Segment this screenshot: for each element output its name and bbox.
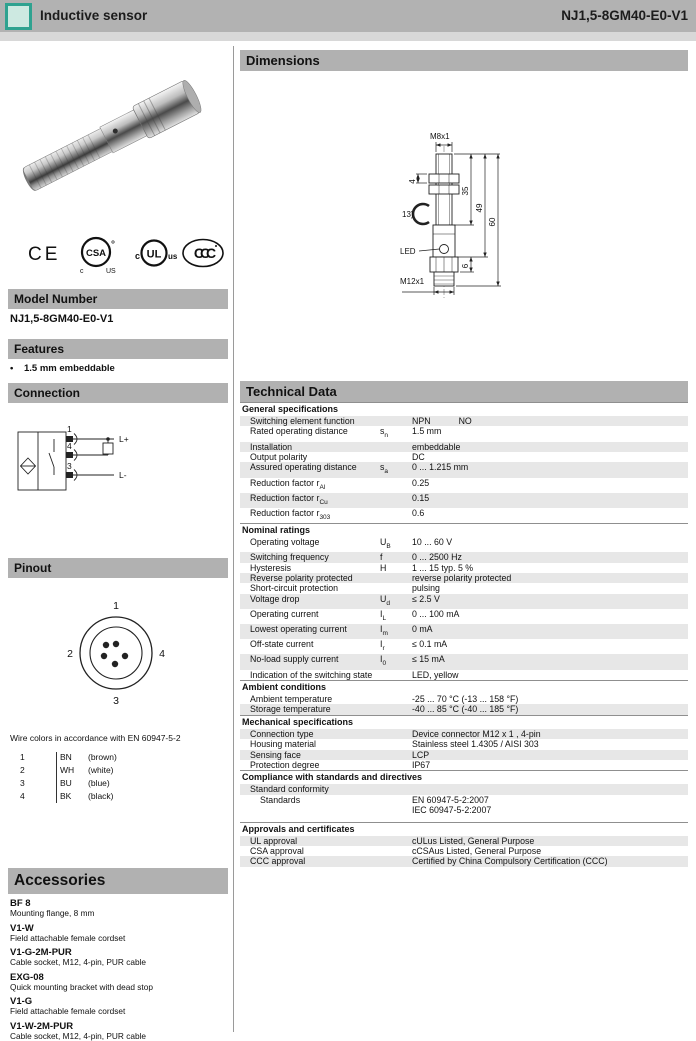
wire-colors-table xyxy=(14,751,214,803)
ccc-mark-icon xyxy=(183,240,223,267)
accessory-desc: Mounting flange, 8 mm xyxy=(10,909,222,919)
spec-symbol xyxy=(380,452,412,462)
spec-section-title: Ambient conditions xyxy=(240,680,688,694)
section-heading-pinout: Pinout xyxy=(8,558,228,578)
spec-value: ≤ 15 mA xyxy=(412,654,688,669)
spec-value: LCP xyxy=(412,750,688,760)
dim-wrench-size-label: 13) xyxy=(402,210,414,219)
spec-label: Reduction factor $r_{Cu}$ xyxy=(240,493,380,508)
section-heading-accessories: Accessories xyxy=(8,868,228,894)
spec-label: Standard conformity xyxy=(240,784,380,794)
wire-code: BK xyxy=(42,790,88,803)
dim-6-label: 6 xyxy=(461,263,470,268)
spec-label: Housing material xyxy=(240,739,380,749)
wire-code: BU xyxy=(42,777,88,790)
spec-section-title: Compliance with standards and directives xyxy=(240,770,688,784)
spec-value: -25 ... 70 °C (-13 ... 158 °F) xyxy=(412,694,688,704)
spec-row xyxy=(240,508,688,523)
accessory-desc: Cable socket, M12, 4-pin, PUR cable xyxy=(10,958,222,968)
spec-label: CCC approval xyxy=(240,856,380,866)
model-number-value: NJ1,5-8GM40-E0-V1 xyxy=(10,313,113,325)
bullet-icon: • xyxy=(10,363,24,374)
spec-row xyxy=(240,594,688,609)
spec-label: Operating voltage xyxy=(240,537,380,552)
spec-symbol: $U_B$ xyxy=(380,537,412,552)
spec-label: Storage temperature xyxy=(240,704,380,714)
feature-item xyxy=(10,363,115,374)
spec-symbol xyxy=(380,739,412,749)
spec-row xyxy=(240,583,688,593)
spec-row xyxy=(240,552,688,562)
spec-label: UL approval xyxy=(240,836,380,846)
wire-code: BN xyxy=(42,751,88,764)
page-title: Inductive sensor xyxy=(40,0,147,32)
spec-value: 0 ... 1.215 mm xyxy=(412,462,688,477)
spec-label: Lowest operating current xyxy=(240,624,380,639)
spec-label: Assured operating distance xyxy=(240,462,380,477)
spec-symbol: $s_a$ xyxy=(380,462,412,477)
page-header-bar xyxy=(0,0,696,32)
spec-symbol: $I_L$ xyxy=(380,609,412,624)
spec-label: Rated operating distance xyxy=(240,426,380,441)
accessory-model: V1-W xyxy=(10,923,222,934)
pinout-pin-4-label: 4 xyxy=(159,648,165,660)
column-divider xyxy=(233,46,234,1032)
spec-symbol: H xyxy=(380,563,412,573)
spec-row xyxy=(240,729,688,739)
brand-logo xyxy=(5,3,32,30)
accessory-desc: Quick mounting bracket with dead stop xyxy=(10,983,222,993)
spec-symbol: $s_n$ xyxy=(380,426,412,441)
accessory-desc: Field attachable female cordset xyxy=(10,1007,222,1017)
technical-data-table xyxy=(240,402,688,867)
wire-row xyxy=(14,764,214,777)
accessory-model: V1-G xyxy=(10,996,222,1007)
svg-text:c: c xyxy=(135,251,140,261)
product-photo xyxy=(12,58,222,223)
spec-row xyxy=(240,426,688,441)
spec-label: No-load supply current xyxy=(240,654,380,669)
wire-row xyxy=(14,777,214,790)
wire-colors-note: Wire colors in accordance with EN 60947-5-2 xyxy=(10,733,181,743)
spec-value: IP67 xyxy=(412,760,688,770)
led-label: LED xyxy=(400,247,416,256)
wire-pin: 1 xyxy=(14,751,42,764)
spec-value: embeddable xyxy=(412,442,688,452)
feature-text: 1.5 mm embeddable xyxy=(24,363,115,374)
spec-value xyxy=(412,784,688,794)
dim-thread-top-label: M8x1 xyxy=(430,132,450,141)
accessories-list xyxy=(10,894,222,1041)
wire-row xyxy=(14,790,214,803)
spec-value: 0 ... 100 mA xyxy=(412,609,688,624)
spec-value: ≤ 0.1 mA xyxy=(412,639,688,654)
spec-symbol: $U_d$ xyxy=(380,594,412,609)
wire-color: (blue) xyxy=(88,777,214,790)
wire-row xyxy=(14,751,214,764)
spec-row xyxy=(240,750,688,760)
spec-symbol xyxy=(380,573,412,583)
spec-label: Protection degree xyxy=(240,760,380,770)
svg-text:UL: UL xyxy=(147,249,162,261)
spec-row xyxy=(240,654,688,669)
spec-symbol xyxy=(380,508,412,523)
spec-value: cULus Listed, General Purpose xyxy=(412,836,688,846)
spec-label: Sensing face xyxy=(240,750,380,760)
dim-49-label: 49 xyxy=(475,203,484,212)
spec-row xyxy=(240,846,688,856)
spec-value: 1 ... 15 typ. 5 % xyxy=(412,563,688,573)
dim-35-label: 35 xyxy=(461,186,470,195)
wire-table-divider xyxy=(56,752,57,803)
spec-label: Installation xyxy=(240,442,380,452)
accessory-model: V1-G-2M-PUR xyxy=(10,947,222,958)
wire-color: (brown) xyxy=(88,751,214,764)
spec-section-title: Approvals and certificates xyxy=(240,822,688,836)
pinout-pin-1-label: 1 xyxy=(113,600,119,612)
dim-nut-height-label: 4 xyxy=(408,179,417,184)
spec-value: 1.5 mm xyxy=(412,426,688,441)
spec-value: Device connector M12 x 1 , 4-pin xyxy=(412,729,688,739)
connection-pin-3-label: 3 xyxy=(67,461,72,471)
spec-label: Connection type xyxy=(240,729,380,739)
supply-plus-label: L+ xyxy=(119,434,129,444)
spec-value: -40 ... 85 °C (-40 ... 185 °F) xyxy=(412,704,688,714)
spec-symbol xyxy=(380,704,412,714)
spec-label: Switching element function xyxy=(240,416,380,426)
spec-row xyxy=(240,452,688,462)
spec-label: Short-circuit protection xyxy=(240,583,380,593)
spec-label: Indication of the switching state xyxy=(240,670,380,680)
spec-row xyxy=(240,670,688,680)
spec-symbol xyxy=(380,856,412,866)
spec-symbol xyxy=(380,493,412,508)
accessory-desc: Cable socket, M12, 4-pin, PUR cable xyxy=(10,1032,222,1041)
spec-row xyxy=(240,609,688,624)
spec-symbol xyxy=(380,478,412,493)
spec-label: Reverse polarity protected xyxy=(240,573,380,583)
dim-thread-bottom-label: M12x1 xyxy=(400,277,425,286)
spec-value: 0.15 xyxy=(412,493,688,508)
spec-row xyxy=(240,537,688,552)
connection-pin-4-label: 4 xyxy=(67,441,72,451)
spec-row xyxy=(240,739,688,749)
spec-symbol: $I_m$ xyxy=(380,624,412,639)
spec-row xyxy=(240,478,688,493)
spec-section-title: Mechanical specifications xyxy=(240,715,688,729)
pinout-contacts xyxy=(101,641,128,667)
spec-label: Output polarity xyxy=(240,452,380,462)
spec-row xyxy=(240,493,688,508)
spec-value: DC xyxy=(412,452,688,462)
spec-value: 0.25 xyxy=(412,478,688,493)
spec-label: Off-state current xyxy=(240,639,380,654)
spec-value: 10 ... 60 V xyxy=(412,537,688,552)
spec-row xyxy=(240,442,688,452)
wire-color: (black) xyxy=(88,790,214,803)
spec-value: NPN NO xyxy=(412,416,688,426)
spec-row xyxy=(240,795,688,816)
spec-symbol: f xyxy=(380,552,412,562)
spec-symbol xyxy=(380,846,412,856)
spec-label: Switching frequency xyxy=(240,552,380,562)
spec-value: 0 ... 2500 Hz xyxy=(412,552,688,562)
spec-label: Hysteresis xyxy=(240,563,380,573)
spec-label: CSA approval xyxy=(240,846,380,856)
spec-section-title: Nominal ratings xyxy=(240,523,688,537)
spec-row xyxy=(240,573,688,583)
spec-symbol xyxy=(380,442,412,452)
accessory-model: EXG-08 xyxy=(10,972,222,983)
supply-minus-label: L- xyxy=(119,470,127,480)
spec-symbol xyxy=(380,795,412,816)
spec-row xyxy=(240,416,688,426)
spec-row xyxy=(240,639,688,654)
section-heading-technical-data: Technical Data xyxy=(240,381,688,402)
spec-row xyxy=(240,856,688,866)
dimensional-drawing xyxy=(372,122,602,312)
spec-value: reverse polarity protected xyxy=(412,573,688,583)
section-heading-model-number: Model Number xyxy=(8,289,228,309)
svg-text:c: c xyxy=(80,268,84,275)
spec-value: Certified by China Compulsory Certification (CCC) xyxy=(412,856,688,866)
spec-value: ≤ 2.5 V xyxy=(412,594,688,609)
spec-value: EN 60947-5-2:2007 IEC 60947-5-2:2007 xyxy=(412,795,688,816)
svg-text:CSA: CSA xyxy=(86,248,106,259)
spec-value: 0 mA xyxy=(412,624,688,639)
header-shadow-strip xyxy=(0,32,696,41)
wire-pin: 3 xyxy=(14,777,42,790)
pinout-pin-2-label: 2 xyxy=(67,648,73,660)
spec-value: pulsing xyxy=(412,583,688,593)
wire-pin: 2 xyxy=(14,764,42,777)
spec-symbol xyxy=(380,760,412,770)
pinout-diagram xyxy=(8,592,228,714)
dim-60-label: 60 xyxy=(488,217,497,226)
spec-label: Reduction factor $r_{303}$ xyxy=(240,508,380,523)
spec-row xyxy=(240,836,688,846)
ce-mark-icon: CE xyxy=(28,244,60,265)
spec-symbol: $I_r$ xyxy=(380,639,412,654)
wire-color: (white) xyxy=(88,764,214,777)
spec-symbol xyxy=(380,784,412,794)
section-heading-features: Features xyxy=(8,339,228,359)
accessory-model: V1-W-2M-PUR xyxy=(10,1021,222,1032)
spec-symbol xyxy=(380,416,412,426)
spec-symbol xyxy=(380,670,412,680)
spec-value: 0.6 xyxy=(412,508,688,523)
spec-label: Reduction factor $r_{Al}$ xyxy=(240,478,380,493)
spec-symbol xyxy=(380,750,412,760)
connection-pin-1-label: 1 xyxy=(67,424,72,434)
spec-symbol xyxy=(380,836,412,846)
ul-mark-icon xyxy=(135,241,178,266)
svg-text:CCC: CCC xyxy=(194,245,216,261)
spec-value: LED, yellow xyxy=(412,670,688,680)
svg-text:US: US xyxy=(106,268,116,275)
accessory-desc: Field attachable female cordset xyxy=(10,934,222,944)
spec-row xyxy=(240,704,688,714)
spec-label: Ambient temperature xyxy=(240,694,380,704)
spec-row xyxy=(240,784,688,794)
spec-row xyxy=(240,563,688,573)
connection-diagram xyxy=(8,412,228,524)
spec-value: Stainless steel 1.4305 / AISI 303 xyxy=(412,739,688,749)
section-heading-connection: Connection xyxy=(8,383,228,403)
spec-symbol xyxy=(380,729,412,739)
spec-label: Operating current xyxy=(240,609,380,624)
spec-symbol: $I_0$ xyxy=(380,654,412,669)
spec-symbol xyxy=(380,583,412,593)
spec-row xyxy=(240,462,688,477)
svg-text:us: us xyxy=(168,252,178,261)
spec-row xyxy=(240,694,688,704)
wire-pin: 4 xyxy=(14,790,42,803)
spec-symbol xyxy=(380,694,412,704)
spec-row xyxy=(240,760,688,770)
spec-section-title: General specifications xyxy=(240,402,688,416)
header-model-number: NJ1,5-8GM40-E0-V1 xyxy=(561,0,688,32)
certification-logos xyxy=(10,228,226,280)
spec-label: Voltage drop xyxy=(240,594,380,609)
pinout-pin-3-label: 3 xyxy=(113,695,119,707)
spec-value: cCSAus Listed, General Purpose xyxy=(412,846,688,856)
section-heading-dimensions: Dimensions xyxy=(240,50,688,71)
spec-row xyxy=(240,624,688,639)
accessory-model: BF 8 xyxy=(10,898,222,909)
wire-code: WH xyxy=(42,764,88,777)
spec-label: Standards xyxy=(240,795,380,816)
csa-mark-icon xyxy=(80,238,116,275)
